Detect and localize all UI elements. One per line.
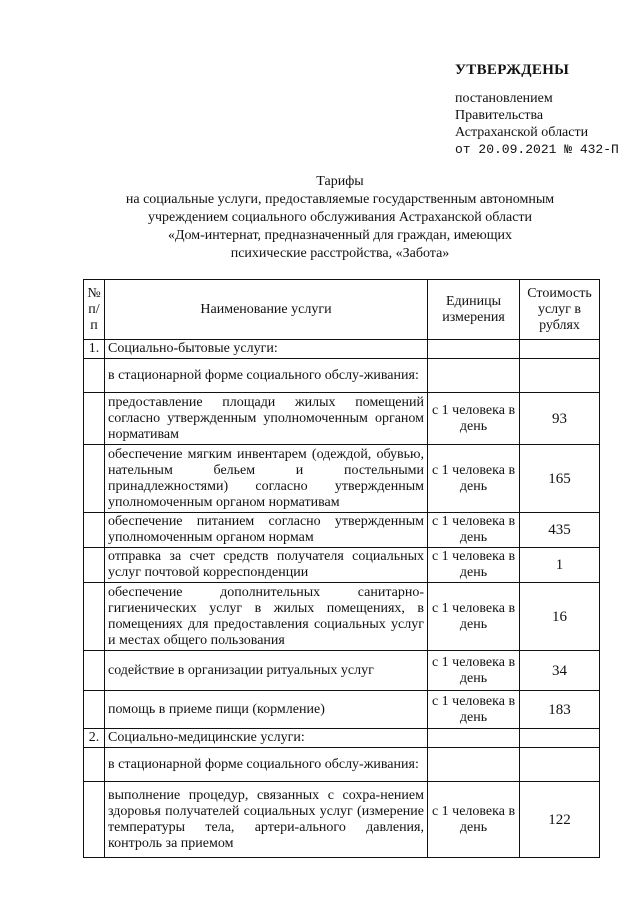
table-row — [84, 729, 600, 748]
table-row — [84, 513, 600, 548]
title-line-2: учреждением социального обслуживания Астраханской области — [147, 210, 533, 225]
row-cost: 16 — [520, 583, 600, 651]
row-num — [84, 393, 105, 445]
row-cost: 93 — [520, 393, 600, 445]
row-name: обеспечение дополнительных санитарно-гигиенических услуг в жилых помещениях, в помещениях для предоставления социальных услуг и местах общего пользования — [105, 583, 428, 651]
title-line-4: психические расстройства, «Забота» — [230, 246, 450, 261]
title-line-1: на социальные услуги, предоставляемые государственным автономным — [125, 192, 555, 207]
title-word: Тарифы — [316, 174, 364, 189]
row-unit: с 1 человека в день — [428, 782, 520, 858]
row-name: Социально-бытовые услуги: — [105, 340, 428, 359]
row-unit: с 1 человека в день — [428, 691, 520, 729]
row-name: предоставление площади жилых помещений согласно утвержденным уполномоченным органом нормативам — [105, 393, 428, 445]
row-name: в стационарной форме социального обслу-живания: — [105, 359, 428, 393]
table-row — [84, 782, 600, 858]
row-cost — [520, 729, 600, 748]
row-num: 2. — [84, 729, 105, 748]
table-row — [84, 548, 600, 583]
row-cost — [520, 359, 600, 393]
row-num — [84, 782, 105, 858]
header-cost: Стоимость услуг в рублях — [520, 280, 600, 340]
row-unit — [428, 729, 520, 748]
row-name: Социально-медицинские услуги: — [105, 729, 428, 748]
approval-block — [455, 62, 635, 158]
row-unit: с 1 человека в день — [428, 548, 520, 583]
table-row — [84, 359, 600, 393]
row-num — [84, 691, 105, 729]
row-num — [84, 548, 105, 583]
row-name: отправка за счет средств получателя социальных услуг почтовой корреспонденции — [105, 548, 428, 583]
row-name: содействие в организации ритуальных услуг — [105, 651, 428, 691]
header-unit: Единицы измерения — [428, 280, 520, 340]
table-row — [84, 393, 600, 445]
row-unit: с 1 человека в день — [428, 583, 520, 651]
table-row — [84, 691, 600, 729]
row-num — [84, 651, 105, 691]
approval-line-1: постановлением — [455, 91, 553, 106]
table-row — [84, 445, 600, 513]
approval-date: от 20.09.2021 № 432-П — [455, 142, 619, 157]
row-num — [84, 748, 105, 782]
document-title — [90, 173, 590, 263]
row-cost — [520, 748, 600, 782]
row-name: обеспечение питанием согласно утвержденным уполномоченным органом нормам — [105, 513, 428, 548]
approval-line-2: Правительства — [455, 108, 544, 123]
row-unit — [428, 748, 520, 782]
row-cost — [520, 340, 600, 359]
row-unit: с 1 человека в день — [428, 651, 520, 691]
row-num — [84, 359, 105, 393]
row-cost: 34 — [520, 651, 600, 691]
row-cost: 435 — [520, 513, 600, 548]
table-row — [84, 651, 600, 691]
row-cost: 165 — [520, 445, 600, 513]
table-header-row — [84, 280, 600, 340]
table-row — [84, 583, 600, 651]
table-row — [84, 340, 600, 359]
row-cost: 122 — [520, 782, 600, 858]
row-unit — [428, 359, 520, 393]
row-unit: с 1 человека в день — [428, 393, 520, 445]
row-num — [84, 445, 105, 513]
row-name: выполнение процедур, связанных с сохра-нением здоровья получателей социальных услуг (измерение температуры тела, артери-ального давления, контроль за приемом — [105, 782, 428, 858]
row-name: в стационарной форме социального обслу-живания: — [105, 748, 428, 782]
row-name: помощь в приеме пищи (кормление) — [105, 691, 428, 729]
row-unit: с 1 человека в день — [428, 445, 520, 513]
header-num: № п/п — [84, 280, 105, 340]
row-cost: 1 — [520, 548, 600, 583]
approval-heading: УТВЕРЖДЕНЫ — [455, 62, 570, 78]
row-cost: 183 — [520, 691, 600, 729]
title-line-3: «Дом-интернат, предназначенный для граждан, имеющих — [168, 228, 512, 243]
tariffs-table — [83, 279, 600, 858]
row-num — [84, 513, 105, 548]
row-name: обеспечение мягким инвентарем (одеждой, обувью, нательным бельем и постельными принадлежностями) согласно утвержденным уполномоченным органом нормативам — [105, 445, 428, 513]
row-num: 1. — [84, 340, 105, 359]
row-unit — [428, 340, 520, 359]
table-row — [84, 748, 600, 782]
row-num — [84, 583, 105, 651]
approval-line-3: Астраханской области — [455, 125, 589, 140]
row-unit: с 1 человека в день — [428, 513, 520, 548]
header-name: Наименование услуги — [105, 280, 428, 340]
